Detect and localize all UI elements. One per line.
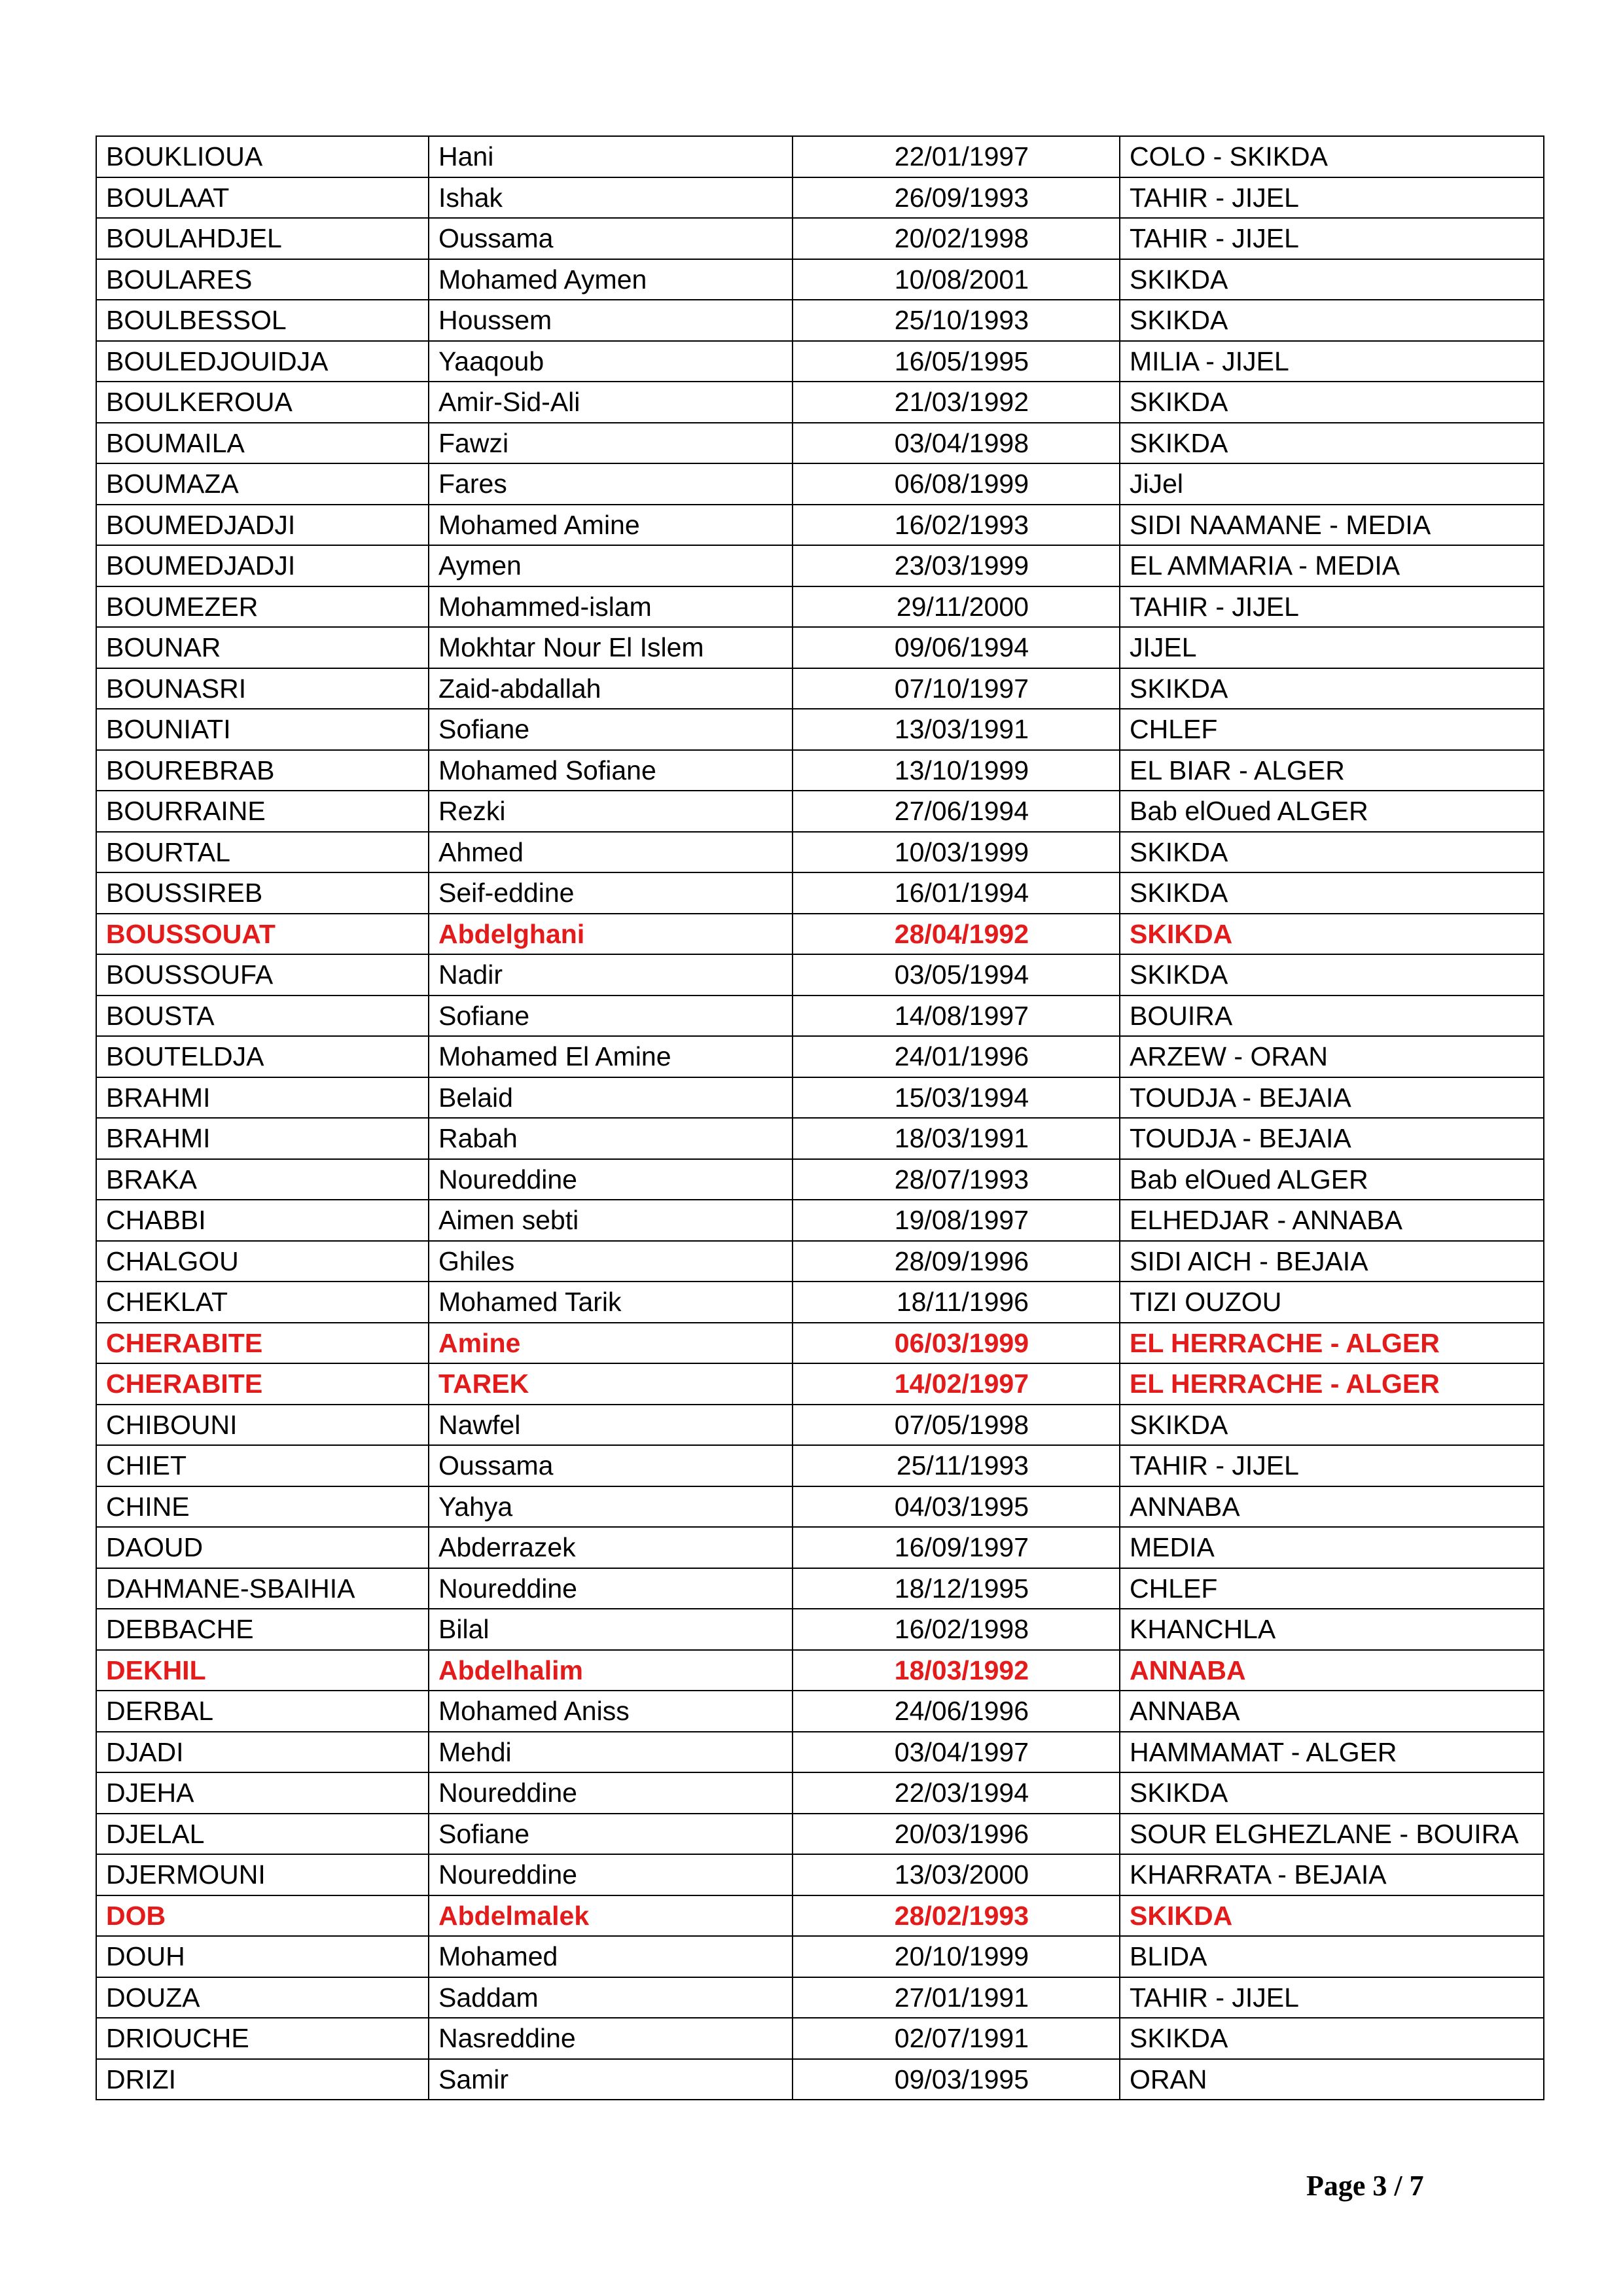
last-name-cell: BOUMAILA [96, 423, 429, 464]
birth-date-cell: 21/03/1992 [793, 382, 1120, 423]
last-name-cell: BRAHMI [96, 1077, 429, 1119]
birth-date-cell: 20/02/1998 [793, 218, 1120, 259]
birth-place-cell: ARZEW - ORAN [1120, 1036, 1544, 1077]
first-name-cell: Mohammed-islam [429, 586, 793, 628]
birth-date-cell: 10/03/1999 [793, 832, 1120, 873]
first-name-cell: Mohamed Aniss [429, 1691, 793, 1732]
table-row [96, 136, 1544, 177]
first-name-cell: Fawzi [429, 423, 793, 464]
first-name-cell: Noureddine [429, 1772, 793, 1814]
first-name-cell: Yaaqoub [429, 341, 793, 382]
birth-date-cell: 18/03/1992 [793, 1650, 1120, 1691]
birth-place-cell: ORAN [1120, 2059, 1544, 2100]
last-name-cell: BOUSTA [96, 996, 429, 1037]
birth-date-cell: 16/02/1993 [793, 505, 1120, 546]
table-row [96, 218, 1544, 259]
birth-date-cell: 13/03/2000 [793, 1854, 1120, 1895]
birth-date-cell: 22/01/1997 [793, 136, 1120, 177]
first-name-cell: Fares [429, 463, 793, 505]
table-row [96, 954, 1544, 996]
first-name-cell: Aymen [429, 545, 793, 586]
birth-date-cell: 20/10/1999 [793, 1936, 1120, 1977]
birth-date-cell: 24/06/1996 [793, 1691, 1120, 1732]
last-name-cell: BOUMEZER [96, 586, 429, 628]
first-name-cell: Amine [429, 1323, 793, 1364]
last-name-cell: BOUNIATI [96, 709, 429, 750]
birth-date-cell: 26/09/1993 [793, 177, 1120, 219]
birth-place-cell: SOUR ELGHEZLANE - BOUIRA [1120, 1814, 1544, 1855]
birth-date-cell: 28/04/1992 [793, 914, 1120, 955]
birth-place-cell: TAHIR - JIJEL [1120, 586, 1544, 628]
last-name-cell: BOULAAT [96, 177, 429, 219]
first-name-cell: Bilal [429, 1609, 793, 1650]
table-row [96, 1200, 1544, 1241]
last-name-cell: BOUMEDJADJI [96, 505, 429, 546]
table-row [96, 2018, 1544, 2059]
last-name-cell: BOULKEROUA [96, 382, 429, 423]
birth-place-cell: SKIKDA [1120, 423, 1544, 464]
table-row [96, 341, 1544, 382]
birth-place-cell: SKIKDA [1120, 259, 1544, 300]
last-name-cell: DJELAL [96, 1814, 429, 1855]
last-name-cell: BOUMEDJADJI [96, 545, 429, 586]
first-name-cell: Mohamed Amine [429, 505, 793, 546]
birth-date-cell: 29/11/2000 [793, 586, 1120, 628]
birth-date-cell: 28/09/1996 [793, 1241, 1120, 1282]
birth-place-cell: TAHIR - JIJEL [1120, 1977, 1544, 2018]
first-name-cell: Amir-Sid-Ali [429, 382, 793, 423]
table-row [96, 1445, 1544, 1486]
birth-date-cell: 25/10/1993 [793, 300, 1120, 341]
birth-date-cell: 03/04/1998 [793, 423, 1120, 464]
first-name-cell: Abdelmalek [429, 1895, 793, 1937]
birth-date-cell: 23/03/1999 [793, 545, 1120, 586]
birth-place-cell: KHARRATA - BEJAIA [1120, 1854, 1544, 1895]
first-name-cell: Belaid [429, 1077, 793, 1119]
table-row [96, 1936, 1544, 1977]
birth-date-cell: 18/12/1995 [793, 1568, 1120, 1609]
last-name-cell: BRAHMI [96, 1118, 429, 1159]
last-name-cell: DEKHIL [96, 1650, 429, 1691]
birth-place-cell: BOUIRA [1120, 996, 1544, 1037]
table-row [96, 668, 1544, 709]
table-row [96, 300, 1544, 341]
table-row [96, 1282, 1544, 1323]
table-row [96, 1814, 1544, 1855]
first-name-cell: Mohamed Aymen [429, 259, 793, 300]
first-name-cell: Saddam [429, 1977, 793, 2018]
birth-date-cell: 20/03/1996 [793, 1814, 1120, 1855]
last-name-cell: CHABBI [96, 1200, 429, 1241]
birth-date-cell: 14/08/1997 [793, 996, 1120, 1037]
table-row [96, 914, 1544, 955]
last-name-cell: DAHMANE-SBAIHIA [96, 1568, 429, 1609]
last-name-cell: CHALGOU [96, 1241, 429, 1282]
birth-place-cell: TIZI OUZOU [1120, 1282, 1544, 1323]
birth-date-cell: 03/04/1997 [793, 1732, 1120, 1773]
birth-place-cell: COLO - SKIKDA [1120, 136, 1544, 177]
first-name-cell: Nasreddine [429, 2018, 793, 2059]
birth-place-cell: CHLEF [1120, 1568, 1544, 1609]
birth-place-cell: ANNABA [1120, 1650, 1544, 1691]
birth-date-cell: 13/10/1999 [793, 750, 1120, 791]
birth-place-cell: EL HERRACHE - ALGER [1120, 1323, 1544, 1364]
last-name-cell: BOURRAINE [96, 791, 429, 832]
birth-date-cell: 18/11/1996 [793, 1282, 1120, 1323]
roster-table-body [96, 136, 1544, 2100]
last-name-cell: BOUTELDJA [96, 1036, 429, 1077]
last-name-cell: DAOUD [96, 1527, 429, 1568]
table-row [96, 545, 1544, 586]
birth-place-cell: KHANCHLA [1120, 1609, 1544, 1650]
last-name-cell: BOUSSIREB [96, 872, 429, 914]
birth-place-cell: JIJEL [1120, 627, 1544, 668]
birth-date-cell: 27/01/1991 [793, 1977, 1120, 2018]
first-name-cell: Noureddine [429, 1854, 793, 1895]
first-name-cell: Zaid-abdallah [429, 668, 793, 709]
first-name-cell: Rabah [429, 1118, 793, 1159]
table-row [96, 463, 1544, 505]
birth-place-cell: SKIKDA [1120, 832, 1544, 873]
first-name-cell: Mohamed El Amine [429, 1036, 793, 1077]
last-name-cell: BOUREBRAB [96, 750, 429, 791]
table-row [96, 505, 1544, 546]
first-name-cell: Oussama [429, 218, 793, 259]
last-name-cell: BOUSSOUAT [96, 914, 429, 955]
last-name-cell: DRIOUCHE [96, 2018, 429, 2059]
table-row [96, 1977, 1544, 2018]
last-name-cell: BOULARES [96, 259, 429, 300]
first-name-cell: Mohamed Tarik [429, 1282, 793, 1323]
birth-place-cell: SKIKDA [1120, 872, 1544, 914]
birth-place-cell: TAHIR - JIJEL [1120, 218, 1544, 259]
birth-date-cell: 03/05/1994 [793, 954, 1120, 996]
table-row [96, 1363, 1544, 1405]
table-row [96, 1118, 1544, 1159]
birth-date-cell: 16/02/1998 [793, 1609, 1120, 1650]
birth-place-cell: SKIKDA [1120, 1895, 1544, 1937]
birth-place-cell: SKIKDA [1120, 1772, 1544, 1814]
last-name-cell: CHINE [96, 1486, 429, 1528]
birth-place-cell: EL AMMARIA - MEDIA [1120, 545, 1544, 586]
first-name-cell: Abdelhalim [429, 1650, 793, 1691]
birth-place-cell: SKIKDA [1120, 954, 1544, 996]
table-row [96, 1159, 1544, 1200]
table-row [96, 791, 1544, 832]
birth-place-cell: HAMMAMAT - ALGER [1120, 1732, 1544, 1773]
birth-place-cell: ELHEDJAR - ANNABA [1120, 1200, 1544, 1241]
first-name-cell: Mokhtar Nour El Islem [429, 627, 793, 668]
last-name-cell: CHIBOUNI [96, 1405, 429, 1446]
birth-date-cell: 25/11/1993 [793, 1445, 1120, 1486]
birth-date-cell: 04/03/1995 [793, 1486, 1120, 1528]
birth-date-cell: 14/02/1997 [793, 1363, 1120, 1405]
first-name-cell: Rezki [429, 791, 793, 832]
birth-place-cell: JiJel [1120, 463, 1544, 505]
table-row [96, 872, 1544, 914]
table-row [96, 586, 1544, 628]
last-name-cell: BOURTAL [96, 832, 429, 873]
table-row [96, 1732, 1544, 1773]
birth-place-cell: EL BIAR - ALGER [1120, 750, 1544, 791]
birth-date-cell: 10/08/2001 [793, 259, 1120, 300]
first-name-cell: Yahya [429, 1486, 793, 1528]
last-name-cell: DJEHA [96, 1772, 429, 1814]
birth-place-cell: BLIDA [1120, 1936, 1544, 1977]
table-row [96, 382, 1544, 423]
last-name-cell: BOULEDJOUIDJA [96, 341, 429, 382]
last-name-cell: BOUNAR [96, 627, 429, 668]
birth-date-cell: 24/01/1996 [793, 1036, 1120, 1077]
table-row [96, 1405, 1544, 1446]
birth-date-cell: 06/08/1999 [793, 463, 1120, 505]
first-name-cell: Aimen sebti [429, 1200, 793, 1241]
first-name-cell: Noureddine [429, 1159, 793, 1200]
birth-place-cell: SKIKDA [1120, 300, 1544, 341]
birth-place-cell: MILIA - JIJEL [1120, 341, 1544, 382]
first-name-cell: Mehdi [429, 1732, 793, 1773]
first-name-cell: Sofiane [429, 709, 793, 750]
birth-place-cell: MEDIA [1120, 1527, 1544, 1568]
last-name-cell: DOUH [96, 1936, 429, 1977]
birth-date-cell: 28/02/1993 [793, 1895, 1120, 1937]
last-name-cell: DRIZI [96, 2059, 429, 2100]
birth-date-cell: 27/06/1994 [793, 791, 1120, 832]
birth-date-cell: 22/03/1994 [793, 1772, 1120, 1814]
roster-table [96, 135, 1544, 2100]
table-row [96, 1486, 1544, 1528]
first-name-cell: Hani [429, 136, 793, 177]
table-row [96, 832, 1544, 873]
first-name-cell: TAREK [429, 1363, 793, 1405]
last-name-cell: BOUSSOUFA [96, 954, 429, 996]
last-name-cell: DEBBACHE [96, 1609, 429, 1650]
table-row [96, 2059, 1544, 2100]
birth-date-cell: 06/03/1999 [793, 1323, 1120, 1364]
table-row [96, 1691, 1544, 1732]
birth-date-cell: 19/08/1997 [793, 1200, 1120, 1241]
table-row [96, 259, 1544, 300]
first-name-cell: Oussama [429, 1445, 793, 1486]
first-name-cell: Sofiane [429, 1814, 793, 1855]
birth-date-cell: 28/07/1993 [793, 1159, 1120, 1200]
table-row [96, 423, 1544, 464]
birth-place-cell: ANNABA [1120, 1486, 1544, 1528]
last-name-cell: BOULAHDJEL [96, 218, 429, 259]
last-name-cell: DOUZA [96, 1977, 429, 2018]
first-name-cell: Mohamed [429, 1936, 793, 1977]
birth-date-cell: 16/05/1995 [793, 341, 1120, 382]
first-name-cell: Nawfel [429, 1405, 793, 1446]
table-row [96, 1036, 1544, 1077]
birth-place-cell: TAHIR - JIJEL [1120, 177, 1544, 219]
first-name-cell: Mohamed Sofiane [429, 750, 793, 791]
birth-date-cell: 15/03/1994 [793, 1077, 1120, 1119]
table-row [96, 1527, 1544, 1568]
birth-place-cell: Bab elOued ALGER [1120, 791, 1544, 832]
birth-place-cell: TOUDJA - BEJAIA [1120, 1077, 1544, 1119]
first-name-cell: Abderrazek [429, 1527, 793, 1568]
table-row [96, 1772, 1544, 1814]
table-row [96, 1568, 1544, 1609]
table-row [96, 1650, 1544, 1691]
table-row [96, 750, 1544, 791]
last-name-cell: CHERABITE [96, 1363, 429, 1405]
birth-place-cell: SKIKDA [1120, 382, 1544, 423]
birth-place-cell: Bab elOued ALGER [1120, 1159, 1544, 1200]
last-name-cell: BOUMAZA [96, 463, 429, 505]
birth-date-cell: 07/05/1998 [793, 1405, 1120, 1446]
first-name-cell: Ishak [429, 177, 793, 219]
birth-place-cell: SKIKDA [1120, 2018, 1544, 2059]
table-row [96, 627, 1544, 668]
last-name-cell: DOB [96, 1895, 429, 1937]
birth-place-cell: SKIKDA [1120, 1405, 1544, 1446]
last-name-cell: DERBAL [96, 1691, 429, 1732]
table-row [96, 1323, 1544, 1364]
last-name-cell: DJERMOUNI [96, 1854, 429, 1895]
table-row [96, 177, 1544, 219]
last-name-cell: CHIET [96, 1445, 429, 1486]
birth-date-cell: 07/10/1997 [793, 668, 1120, 709]
first-name-cell: Noureddine [429, 1568, 793, 1609]
birth-place-cell: EL HERRACHE - ALGER [1120, 1363, 1544, 1405]
birth-date-cell: 09/03/1995 [793, 2059, 1120, 2100]
birth-place-cell: ANNABA [1120, 1691, 1544, 1732]
last-name-cell: BRAKA [96, 1159, 429, 1200]
first-name-cell: Seif-eddine [429, 872, 793, 914]
first-name-cell: Ghiles [429, 1241, 793, 1282]
table-row [96, 1241, 1544, 1282]
table-row [96, 1609, 1544, 1650]
first-name-cell: Sofiane [429, 996, 793, 1037]
last-name-cell: BOULBESSOL [96, 300, 429, 341]
table-row [96, 996, 1544, 1037]
page-number: Page 3 / 7 [1306, 2170, 1424, 2202]
first-name-cell: Samir [429, 2059, 793, 2100]
birth-place-cell: CHLEF [1120, 709, 1544, 750]
last-name-cell: DJADI [96, 1732, 429, 1773]
birth-date-cell: 16/09/1997 [793, 1527, 1120, 1568]
birth-date-cell: 16/01/1994 [793, 872, 1120, 914]
birth-date-cell: 02/07/1991 [793, 2018, 1120, 2059]
first-name-cell: Houssem [429, 300, 793, 341]
birth-date-cell: 13/03/1991 [793, 709, 1120, 750]
table-row [96, 1854, 1544, 1895]
birth-date-cell: 18/03/1991 [793, 1118, 1120, 1159]
last-name-cell: CHEKLAT [96, 1282, 429, 1323]
table-row [96, 1895, 1544, 1937]
birth-place-cell: TOUDJA - BEJAIA [1120, 1118, 1544, 1159]
birth-place-cell: SIDI NAAMANE - MEDIA [1120, 505, 1544, 546]
first-name-cell: Abdelghani [429, 914, 793, 955]
first-name-cell: Nadir [429, 954, 793, 996]
last-name-cell: BOUNASRI [96, 668, 429, 709]
birth-place-cell: SKIKDA [1120, 668, 1544, 709]
birth-place-cell: SIDI AICH - BEJAIA [1120, 1241, 1544, 1282]
birth-place-cell: SKIKDA [1120, 914, 1544, 955]
birth-date-cell: 09/06/1994 [793, 627, 1120, 668]
first-name-cell: Ahmed [429, 832, 793, 873]
table-row [96, 1077, 1544, 1119]
birth-place-cell: TAHIR - JIJEL [1120, 1445, 1544, 1486]
last-name-cell: CHERABITE [96, 1323, 429, 1364]
last-name-cell: BOUKLIOUA [96, 136, 429, 177]
table-row [96, 709, 1544, 750]
